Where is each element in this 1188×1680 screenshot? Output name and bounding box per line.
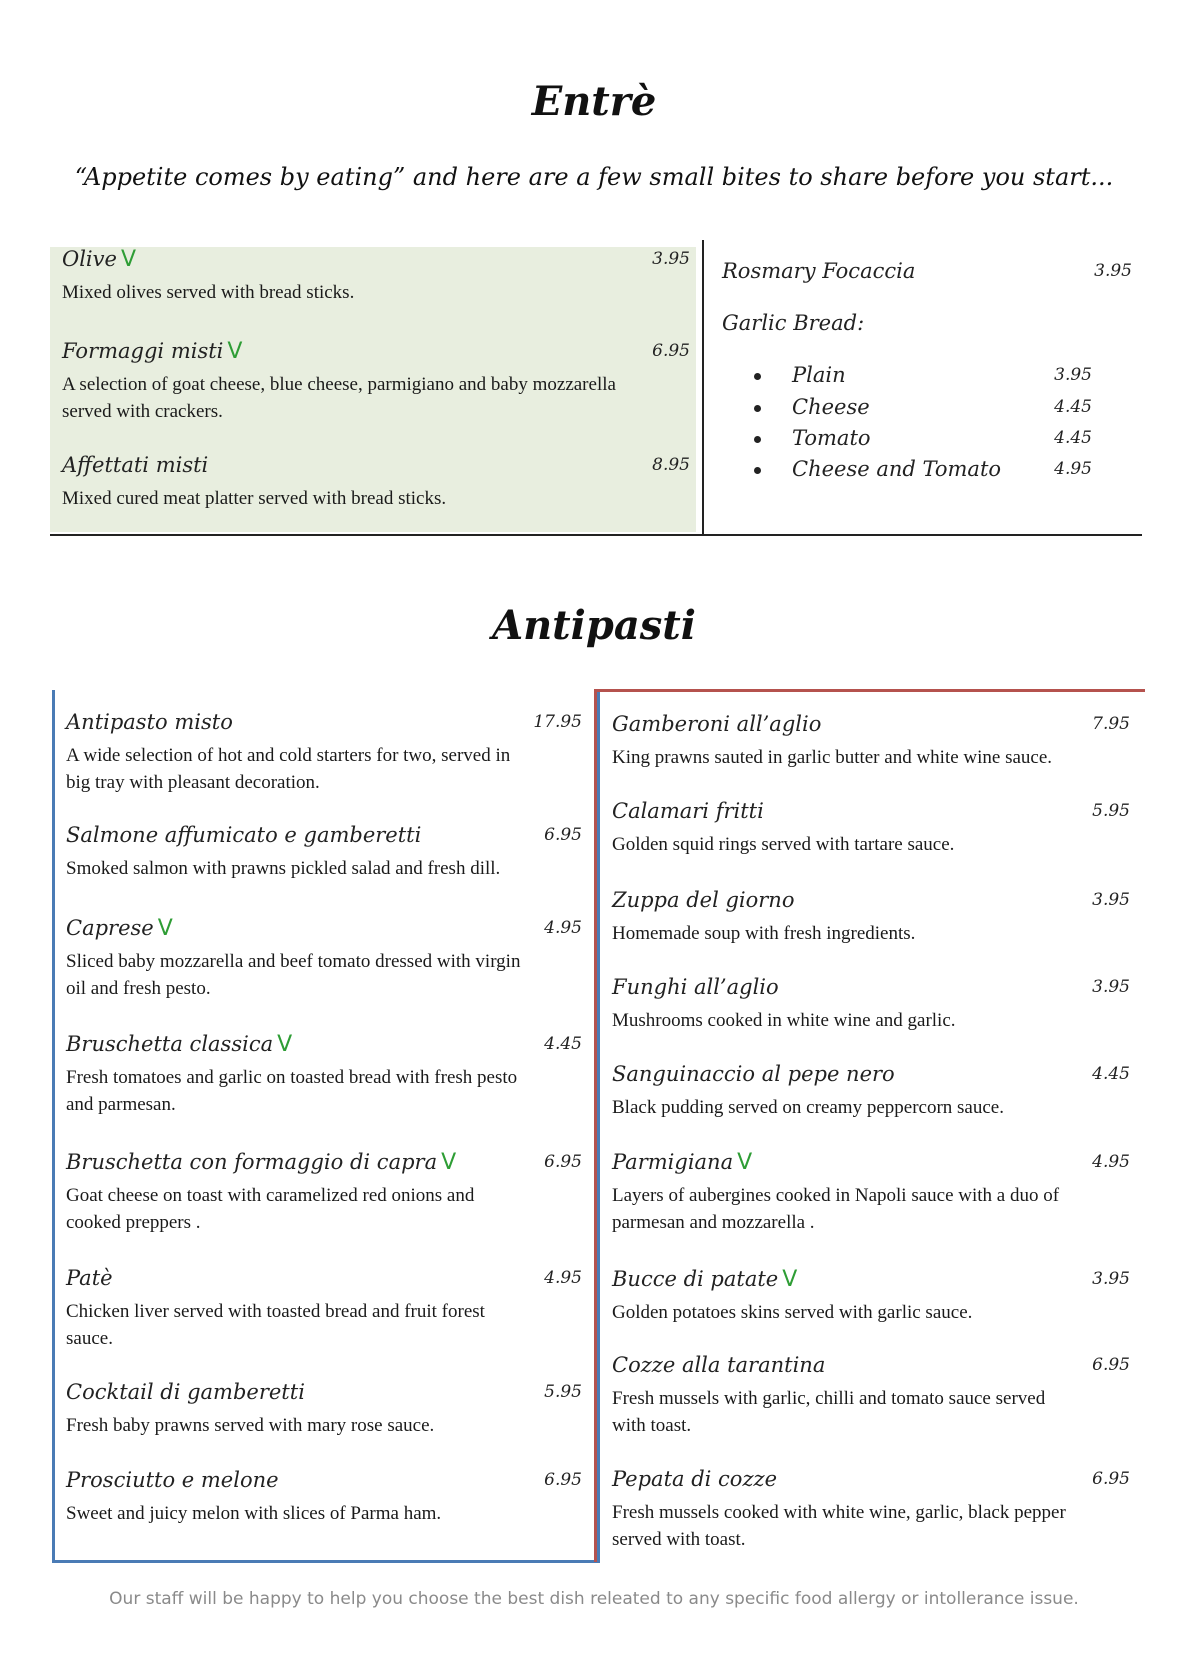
vegetarian-icon: V	[157, 916, 173, 941]
option-price: 4.45	[1054, 397, 1092, 417]
item-name: Pepata di cozze	[612, 1467, 778, 1491]
item-name: Formaggi misti V	[62, 339, 243, 364]
item-price: 6.95	[544, 1152, 582, 1172]
item-name: Bruschetta con formaggio di capra V	[66, 1150, 457, 1175]
item-name: Funghi all’aglio	[612, 975, 779, 999]
item-price: 3.95	[1092, 1269, 1130, 1289]
item-name: Prosciutto e melone	[66, 1468, 279, 1492]
item-price: 4.95	[544, 1268, 582, 1288]
garlic-bread-option	[702, 363, 1112, 393]
item-description: Homemade soup with fresh ingredients.	[612, 923, 916, 944]
garlic-bread-option	[702, 395, 1112, 425]
entre-title: Entrè	[531, 78, 657, 125]
item-name: Cocktail di gamberetti	[66, 1380, 305, 1404]
item-price: 17.95	[533, 712, 582, 732]
item-name: Olive V	[62, 247, 137, 272]
item-description: Fresh mussels cooked with white wine, garlic, black pepper served with toast.	[612, 1502, 1066, 1550]
item-description: Chicken liver served with toasted bread and fruit forest sauce.	[66, 1301, 485, 1349]
item-name: Antipasto misto	[66, 710, 233, 734]
item-description: A wide selection of hot and cold starters for two, served in big tray with pleasant decoration.	[66, 745, 511, 793]
bullet-icon	[754, 467, 761, 474]
menu-item	[612, 712, 1130, 792]
item-name: Affettati misti	[62, 453, 209, 477]
item-price: 4.95	[544, 918, 582, 938]
item-price: 4.45	[544, 1034, 582, 1054]
item-price: 6.95	[652, 341, 690, 361]
menu-item	[66, 916, 582, 999]
vegetarian-icon: V	[120, 247, 137, 272]
item-description: Golden potatoes skins served with garlic sauce.	[612, 1302, 973, 1323]
menu-item	[66, 1150, 582, 1233]
item-price: 3.95	[1094, 261, 1132, 281]
bullet-icon	[754, 405, 761, 412]
garlic-bread-option	[702, 426, 1112, 456]
item-name: Zuppa del giorno	[612, 888, 795, 912]
menu-item	[66, 1380, 582, 1460]
menu-item	[612, 799, 1130, 879]
item-description: Fresh baby prawns served with mary rose sauce.	[66, 1415, 435, 1436]
option-label: Cheese and Tomato	[792, 457, 1002, 481]
item-name: Rosmary Focaccia	[722, 259, 916, 283]
vegetarian-icon: V	[277, 1032, 293, 1057]
item-description: Mushrooms cooked in white wine and garlic.	[612, 1010, 956, 1031]
item-price: 4.95	[1092, 1152, 1130, 1172]
item-name: Salmone affumicato e gamberetti	[66, 823, 422, 847]
item-description: Black pudding served on creamy peppercorn sauce.	[612, 1097, 1004, 1118]
item-description: Smoked salmon with prawns pickled salad and fresh dill.	[66, 858, 501, 879]
item-price: 3.95	[652, 249, 690, 269]
item-description: King prawns sauted in garlic butter and white wine sauce.	[612, 747, 1053, 768]
bullet-icon	[754, 373, 761, 380]
item-description: Sliced baby mozzarella and beef tomato dressed with virgin oil and fresh pesto.	[66, 951, 521, 999]
menu-item-focaccia	[722, 259, 1132, 289]
item-price: 8.95	[652, 455, 690, 475]
item-name: Patè	[66, 1266, 113, 1290]
item-description: Fresh mussels with garlic, chilli and tomato sauce served with toast.	[612, 1388, 1046, 1436]
option-label: Cheese	[792, 395, 870, 419]
antipasti-left-list	[66, 710, 582, 1550]
item-price: 6.95	[544, 1470, 582, 1490]
menu-item	[62, 247, 690, 307]
allergy-footer-note: Our staff will be happy to help you choose the best dish releated to any specific food allergy or intollerance issue.	[109, 1589, 1079, 1609]
garlic-bread-option	[702, 457, 1112, 487]
bullet-icon	[754, 436, 761, 443]
entre-left-panel	[50, 247, 696, 532]
menu-item	[612, 1353, 1130, 1436]
item-name: Cozze alla tarantina	[612, 1353, 826, 1377]
menu-item	[612, 1062, 1130, 1142]
item-price: 6.95	[1092, 1469, 1130, 1489]
item-description: Mixed olives served with bread sticks.	[62, 282, 355, 303]
item-description: Golden squid rings served with tartare sauce.	[612, 834, 955, 855]
item-price: 7.95	[1092, 714, 1130, 734]
vegetarian-icon: V	[737, 1150, 753, 1175]
vegetarian-icon: V	[227, 339, 243, 364]
item-description: Sweet and juicy melon with slices of Parma ham.	[66, 1503, 442, 1524]
item-price: 3.95	[1092, 977, 1130, 997]
entre-quote: “Appetite comes by eating” and here are a few small bites to share before you start...	[74, 163, 1114, 191]
menu-item	[612, 1150, 1130, 1233]
item-name: Sanguinaccio al pepe nero	[612, 1062, 895, 1086]
antipasti-right-list	[612, 712, 1130, 1552]
option-label: Plain	[792, 363, 846, 387]
vegetarian-icon: V	[441, 1150, 457, 1175]
item-name: Calamari fritti	[612, 799, 764, 823]
item-description: Goat cheese on toast with caramelized red onions and cooked preppers .	[66, 1185, 475, 1233]
menu-item	[62, 339, 690, 429]
antipasti-title: Antipasti	[492, 602, 696, 649]
menu-item	[66, 1032, 582, 1115]
item-description: Fresh tomatoes and garlic on toasted bread with fresh pesto and parmesan.	[66, 1067, 518, 1115]
option-price: 3.95	[1054, 365, 1092, 385]
item-name: Bucce di patate V	[612, 1267, 798, 1292]
entre-divider-horizontal	[50, 534, 1142, 536]
option-price: 4.95	[1054, 459, 1092, 479]
menu-item	[62, 453, 690, 513]
option-price: 4.45	[1054, 428, 1092, 448]
garlic-bread-heading: Garlic Bread:	[722, 311, 865, 335]
item-price: 4.45	[1092, 1064, 1130, 1084]
menu-item	[66, 710, 582, 793]
item-description: Mixed cured meat platter served with bread sticks.	[62, 488, 447, 509]
menu-item	[612, 975, 1130, 1055]
item-price: 3.95	[1092, 890, 1130, 910]
entre-right-panel	[702, 247, 1142, 532]
menu-item	[66, 1266, 582, 1349]
item-name: Gamberoni all’aglio	[612, 712, 822, 736]
menu-item	[612, 1467, 1130, 1550]
menu-item	[612, 888, 1130, 968]
item-name: Caprese V	[66, 916, 173, 941]
item-name: Bruschetta classica V	[66, 1032, 293, 1057]
item-price: 6.95	[544, 825, 582, 845]
item-name: Parmigiana V	[612, 1150, 753, 1175]
option-label: Tomato	[792, 426, 871, 450]
menu-item	[66, 823, 582, 903]
menu-item	[66, 1468, 582, 1548]
item-price: 6.95	[1092, 1355, 1130, 1375]
item-description: Layers of aubergines cooked in Napoli sauce with a duo of parmesan and mozzarella .	[612, 1185, 1060, 1233]
menu-item	[612, 1267, 1130, 1347]
item-price: 5.95	[544, 1382, 582, 1402]
item-description: A selection of goat cheese, blue cheese, parmigiano and baby mozzarella served with crackers.	[62, 374, 616, 422]
item-price: 5.95	[1092, 801, 1130, 821]
vegetarian-icon: V	[782, 1267, 798, 1292]
